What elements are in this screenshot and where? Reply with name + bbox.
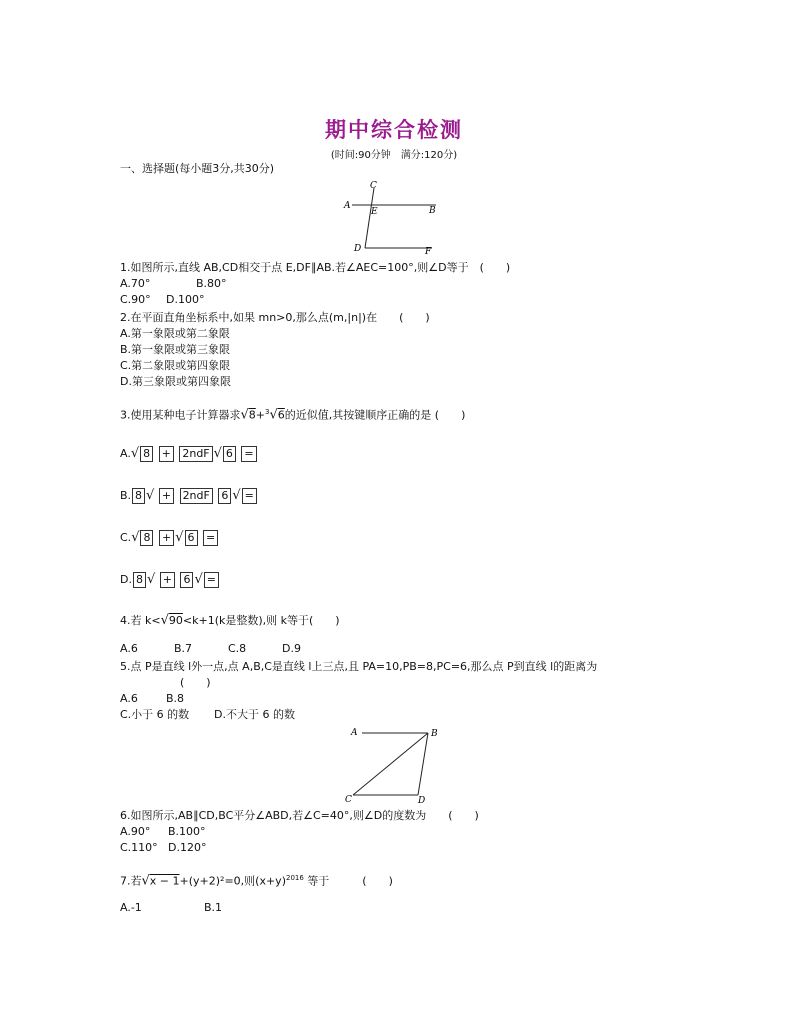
q3-post: 的近似值,其按键顺序正确的是 ( ) bbox=[284, 408, 466, 422]
key-plus: + bbox=[159, 488, 174, 504]
q6-option-a: A.90° bbox=[120, 825, 151, 838]
q7-mid: +(y+2)²=0,则(x+y) bbox=[179, 874, 286, 888]
key-6: 6 bbox=[223, 446, 236, 462]
key-equals: = bbox=[241, 446, 256, 462]
sqrt-key-icon: √ bbox=[131, 530, 140, 545]
exam-info: (时间:90分钟 满分:120分) bbox=[330, 150, 458, 161]
q7-exponent: 2016 bbox=[285, 874, 304, 882]
q6-option-b: B.100° bbox=[168, 825, 206, 838]
q5-option-d: D.不大于 6 的数 bbox=[214, 708, 295, 721]
q2-option-c: C.第二象限或第四象限 bbox=[120, 359, 231, 372]
sqrt-key-icon: √ bbox=[175, 530, 184, 545]
key-8: 8 bbox=[133, 572, 146, 588]
q6-option-d: D.120° bbox=[168, 841, 207, 854]
key-2ndf: 2ndF bbox=[179, 446, 212, 462]
q7-post: 等于 ( ) bbox=[303, 874, 393, 888]
q2-option-d: D.第三象限或第四象限 bbox=[120, 375, 231, 388]
q4-radicand: 90 bbox=[168, 614, 183, 627]
key-2ndf: 2ndF bbox=[180, 488, 213, 504]
key-plus: + bbox=[160, 572, 175, 588]
label-c: C bbox=[345, 795, 352, 804]
plus-sign: + bbox=[255, 408, 266, 422]
q3-option-a bbox=[120, 446, 258, 462]
q2-option-b: B.第一象限或第三象限 bbox=[120, 343, 231, 356]
page-title: 期中综合检测 bbox=[325, 117, 463, 142]
q4-option-d: D.9 bbox=[282, 642, 301, 655]
q1-option-b: B.80° bbox=[196, 277, 227, 290]
q5-option-c: C.小于 6 的数 bbox=[120, 708, 190, 721]
q5-paren: ( ) bbox=[180, 676, 211, 689]
q2-option-a: A.第一象限或第二象限 bbox=[120, 327, 230, 340]
q4-pre: 4.若 k< bbox=[120, 614, 161, 627]
q3-option-b bbox=[120, 488, 258, 504]
sqrt-key-icon: √ bbox=[146, 572, 156, 587]
key-equals: = bbox=[203, 530, 218, 546]
q6-stem: 6.如图所示,AB∥CD,BC平分∠ABD,若∠C=40°,则∠D的度数为 ( ) bbox=[120, 809, 479, 822]
sqrt-key-icon: √ bbox=[130, 446, 140, 461]
option-label: B. bbox=[120, 489, 132, 502]
sqrt-sign: √ bbox=[240, 407, 249, 423]
key-equals: = bbox=[204, 572, 219, 588]
key-8: 8 bbox=[140, 530, 153, 546]
line-cd bbox=[365, 188, 374, 248]
q4-stem bbox=[120, 614, 340, 628]
q2-stem: 2.在平面直角坐标系中,如果 mn>0,那么点(m,|n|)在 ( ) bbox=[120, 311, 430, 324]
q4-option-a: A.6 bbox=[120, 642, 138, 655]
q4-option-c: C.8 bbox=[228, 642, 247, 655]
option-label: D. bbox=[120, 573, 132, 586]
section-heading: 一、选择题(每小题3分,共30分) bbox=[120, 162, 275, 175]
option-label: A. bbox=[120, 447, 131, 460]
label-f: F bbox=[425, 247, 432, 256]
q7-option-b: B.1 bbox=[204, 901, 223, 914]
line-bc bbox=[353, 733, 428, 795]
q1-stem: 1.如图所示,直线 AB,CD相交于点 E,DF∥AB.若∠AEC=100°,则∠D等于 ( ) bbox=[120, 261, 511, 274]
key-6: 6 bbox=[185, 530, 198, 546]
key-plus: + bbox=[159, 530, 174, 546]
q4-post: <k+1(k是整数),则 k等于( ) bbox=[182, 614, 340, 627]
q1-option-c: C.90° bbox=[120, 293, 151, 306]
sqrt-sign: √ bbox=[269, 407, 278, 423]
q3-option-d bbox=[120, 572, 220, 588]
figure-2 bbox=[345, 726, 440, 804]
q3-pre: 3.使用某种电子计算器求 bbox=[120, 408, 241, 422]
q1-option-d: D.100° bbox=[166, 293, 205, 306]
q7-radicand: x − 1 bbox=[149, 874, 180, 888]
q7-pre: 7.若 bbox=[120, 874, 142, 888]
radicand-6: 6 bbox=[277, 408, 285, 422]
sqrt-key-icon: √ bbox=[213, 446, 222, 461]
label-b: B bbox=[431, 729, 438, 739]
q7-stem bbox=[120, 871, 393, 889]
figure-1 bbox=[340, 178, 440, 256]
label-d: D bbox=[418, 796, 426, 804]
radicand-8: 8 bbox=[248, 408, 256, 422]
q6-option-c: C.110° bbox=[120, 841, 158, 854]
q5-option-b: B.8 bbox=[166, 692, 185, 705]
sqrt-key-icon: √ bbox=[194, 572, 203, 587]
q3-option-c bbox=[120, 530, 219, 546]
q7-option-a: A.-1 bbox=[120, 901, 142, 914]
label-a: A bbox=[344, 201, 351, 211]
label-d: D bbox=[354, 244, 362, 254]
label-c: C bbox=[370, 181, 377, 191]
q1-option-a: A.70° bbox=[120, 277, 151, 290]
sqrt-sign: √ bbox=[160, 613, 169, 628]
option-label: C. bbox=[120, 531, 132, 544]
q5-option-a: A.6 bbox=[120, 692, 138, 705]
q5-stem: 5.点 P是直线 l外一点,点 A,B,C是直线 l上三点,且 PA=10,PB=8,PC=6,那么点 P到直线 l的距离为 bbox=[120, 660, 598, 673]
q4-option-b: B.7 bbox=[174, 642, 193, 655]
key-6: 6 bbox=[218, 488, 231, 504]
label-b: B bbox=[429, 206, 436, 216]
label-a: A bbox=[351, 728, 358, 738]
key-plus: + bbox=[159, 446, 174, 462]
key-equals: = bbox=[242, 488, 257, 504]
root-index: 3 bbox=[265, 408, 270, 416]
label-e: E bbox=[371, 207, 378, 217]
key-6: 6 bbox=[180, 572, 193, 588]
q3-stem bbox=[120, 405, 465, 423]
key-8: 8 bbox=[132, 488, 145, 504]
sqrt-key-icon: √ bbox=[146, 488, 155, 503]
key-8: 8 bbox=[140, 446, 153, 462]
line-bd bbox=[418, 733, 428, 795]
sqrt-sign: √ bbox=[141, 873, 150, 889]
sqrt-key-icon: √ bbox=[232, 488, 241, 503]
